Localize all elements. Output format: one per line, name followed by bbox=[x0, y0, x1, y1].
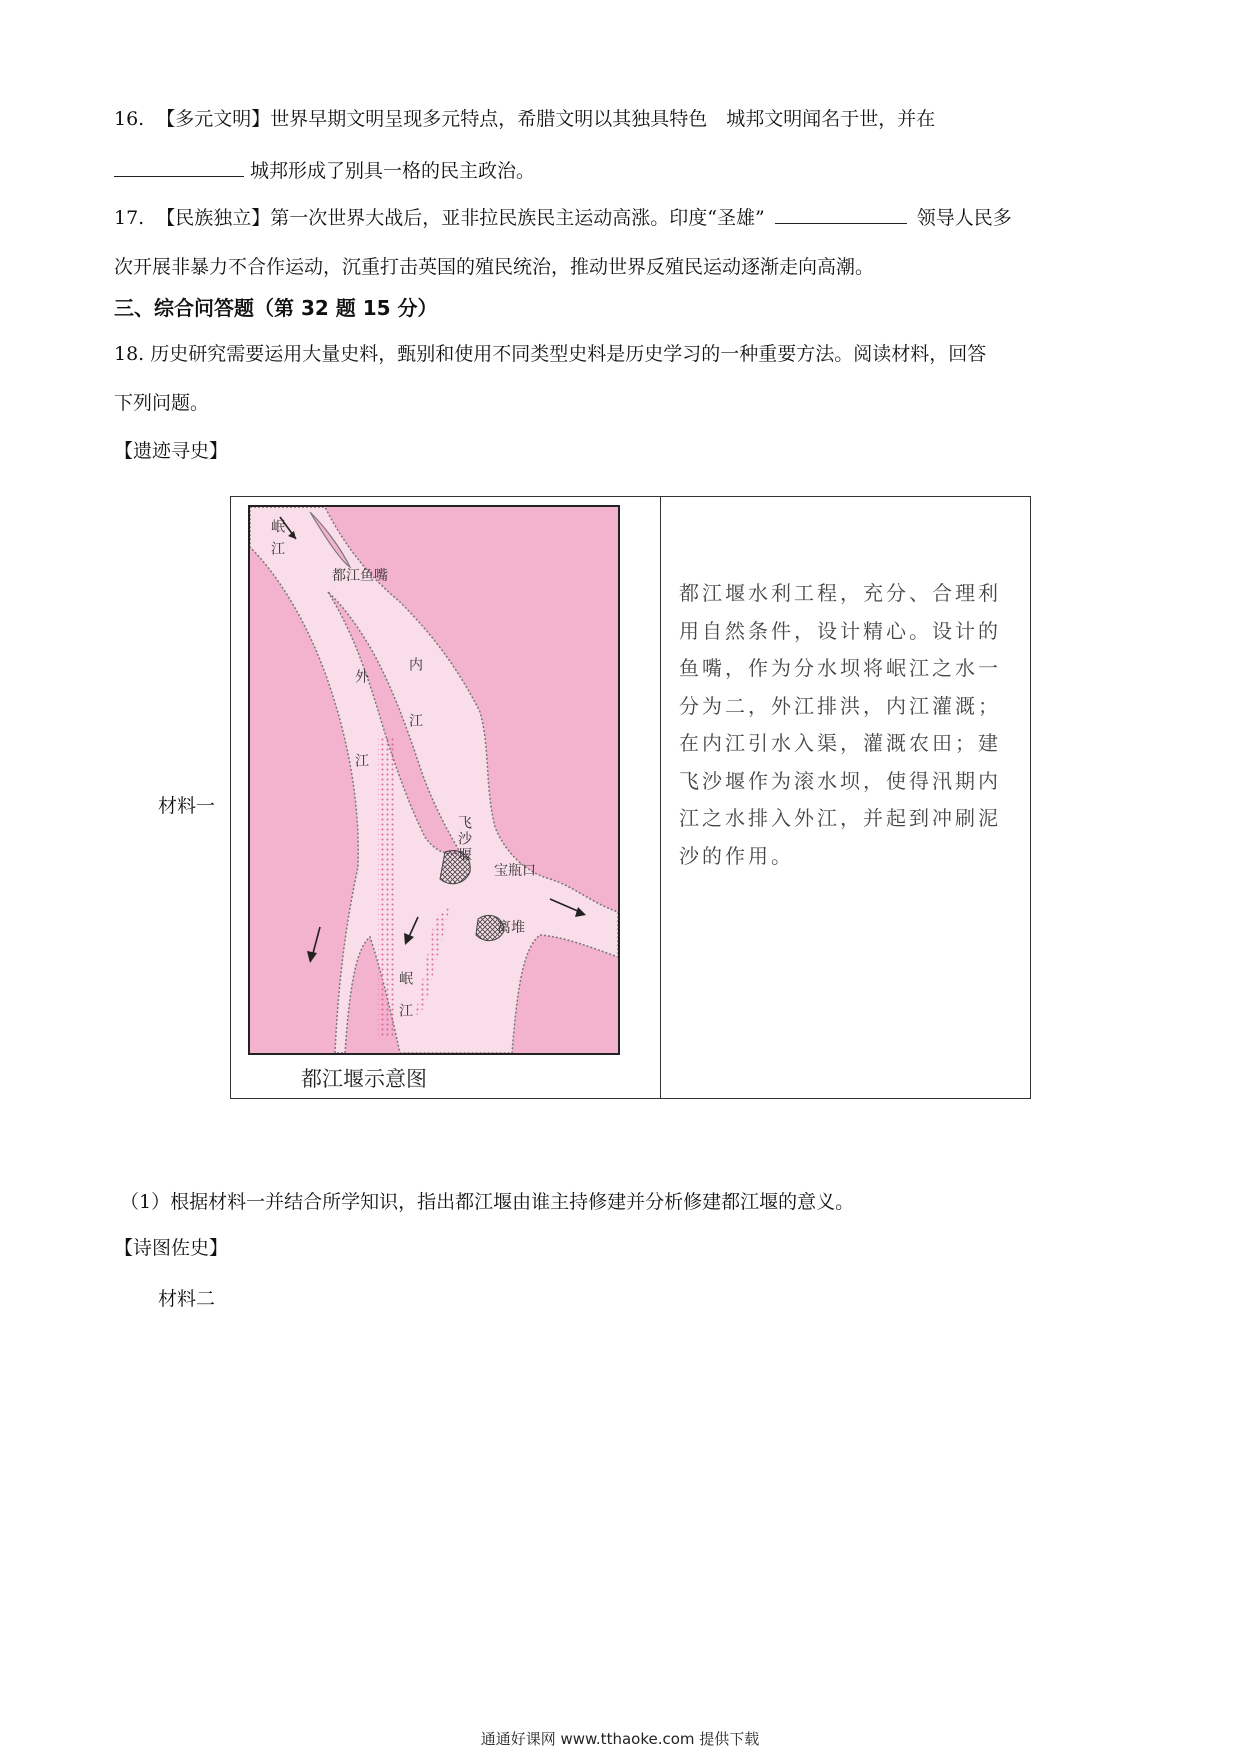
question-1: （1）根据材料一并结合所学知识，指出都江堰由谁主持修建并分析修建都江堰的意义。 bbox=[120, 1191, 855, 1213]
q17-line1 bbox=[114, 209, 1012, 228]
q17-line2 bbox=[114, 258, 874, 277]
q16-line2 bbox=[114, 162, 535, 181]
map-cell bbox=[231, 497, 661, 1098]
q16-text-a: 【多元文明】世界早期文明呈现多元特点，希腊文明以其独具特色 城邦文明闻名于世，并在 bbox=[156, 108, 936, 130]
dotted-bank-left bbox=[378, 737, 396, 1037]
label-inner-river: 内江 bbox=[407, 657, 423, 769]
arrow-left-head bbox=[307, 951, 317, 963]
part1-header: 【遗迹寻史】 bbox=[114, 440, 229, 462]
material1-table bbox=[230, 496, 1031, 1099]
q16-number: 16. bbox=[114, 108, 145, 130]
page-footer: 通通好课网 www.tthaoke.com 提供下载 bbox=[480, 1730, 760, 1748]
part2-header: 【诗图佐史】 bbox=[114, 1237, 229, 1259]
map-drawing bbox=[250, 507, 618, 1053]
label-outer-river: 外江 bbox=[353, 669, 369, 837]
material1-label: 材料一 bbox=[158, 795, 216, 817]
material1-text-cell bbox=[661, 497, 1030, 1098]
material1-description: 都江堰水利工程，充分、合理利用自然条件，设计精心。设计的鱼嘴，作为分水坝将岷江之水一分为二，外江排洪，内江灌溉；在内江引水入渠，灌溉农田；建飞沙堰作为滚水坝，使得汛期内江之水排入外江，并起到冲刷泥沙的作用。 bbox=[679, 581, 1001, 868]
label-lidui: 离堆 bbox=[497, 920, 525, 936]
q18-line1: 18. 历史研究需要运用大量史料，甄别和使用不同类型史料是历史学习的一种重要方法。阅读材料，回答 bbox=[114, 343, 987, 365]
material2-label: 材料二 bbox=[158, 1288, 216, 1310]
q18-line2: 下列问题。 bbox=[114, 392, 210, 414]
section-3-title: 三、综合问答题（第 32 题 15 分） bbox=[114, 296, 438, 320]
q17-text-a: 【民族独立】第一次世界大战后，亚非拉民族民主运动高涨。印度“圣雄” bbox=[156, 207, 765, 229]
q16-line1 bbox=[114, 110, 935, 129]
q17-answer-blank[interactable] bbox=[775, 222, 907, 224]
label-fish-mouth: 都江鱼嘴 bbox=[332, 568, 388, 584]
q17-text-c: 次开展非暴力不合作运动，沉重打击英国的殖民统治，推动世界反殖民运动逐渐走向高潮。 bbox=[114, 256, 875, 278]
q16-text-b: 城邦形成了别具一格的民主政治。 bbox=[250, 160, 536, 182]
dujiangyan-map bbox=[248, 505, 620, 1055]
river-channel bbox=[250, 507, 618, 1053]
label-feisha-weir: 飞沙堰 bbox=[456, 815, 472, 863]
label-min-river-top: 岷江 bbox=[269, 519, 285, 563]
q17-text-b: 领导人民多 bbox=[916, 207, 1012, 229]
q17-number: 17. bbox=[114, 207, 145, 229]
map-caption: 都江堰示意图 bbox=[301, 1067, 427, 1091]
q16-answer-blank[interactable] bbox=[114, 175, 244, 177]
label-min-river-bottom: 岷江 bbox=[397, 971, 413, 1035]
label-baoping-mouth: 宝瓶口 bbox=[494, 863, 536, 879]
